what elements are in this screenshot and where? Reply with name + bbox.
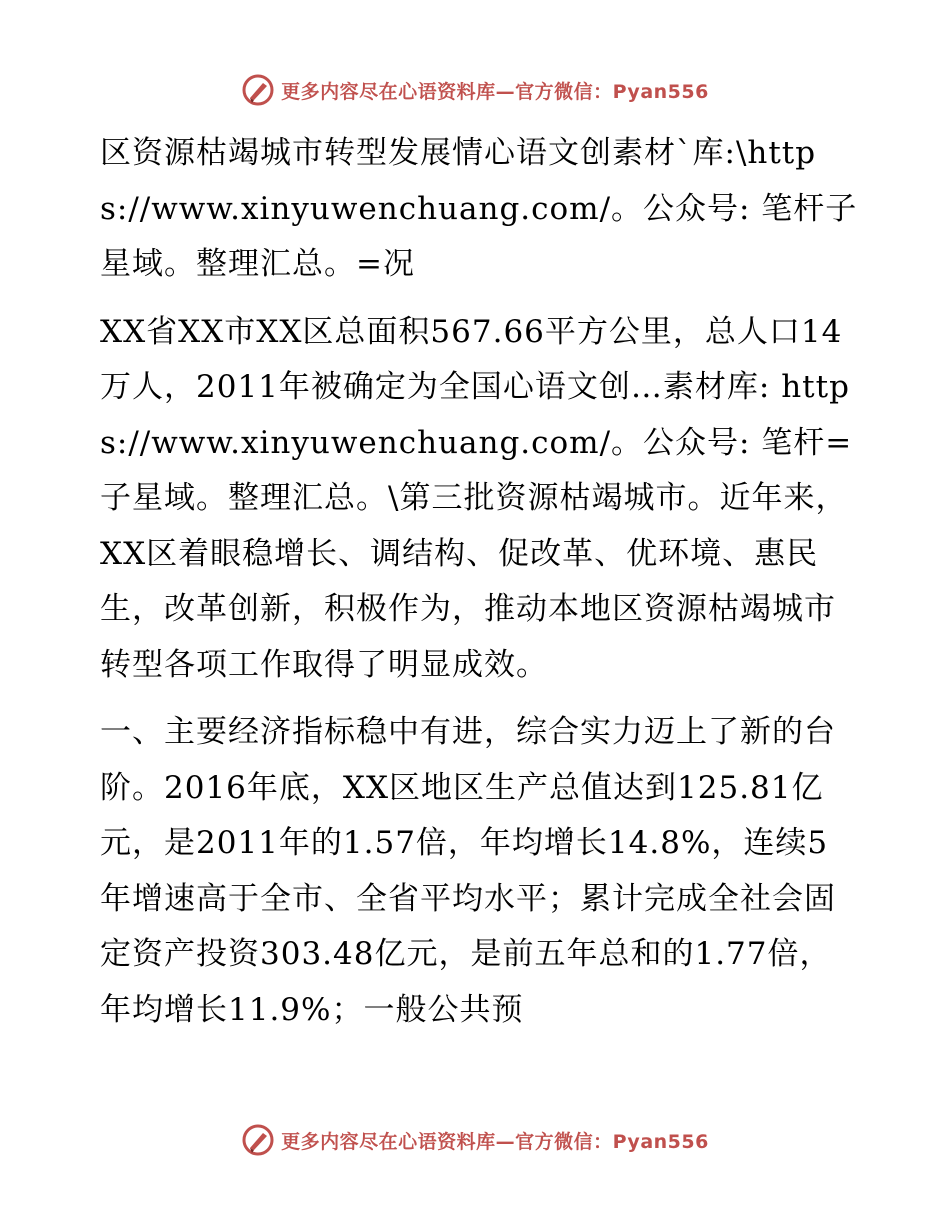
footer-watermark-banner <box>0 1120 950 1160</box>
footer-banner-text: 更多内容尽在心语资料库—官方微信：Pyan556 <box>281 1130 709 1153</box>
header-watermark-banner <box>0 70 950 110</box>
pen-logo-icon <box>241 73 275 107</box>
header-banner-text: 更多内容尽在心语资料库—官方微信：Pyan556 <box>281 80 709 103</box>
paragraph-3: 一、主要经济指标稳中有进，综合实力迈上了新的台阶。2016年底，XX区地区生产总值达到125.81亿元，是2011年的1.57倍，年均增长14.8%，连续5年增速高于全市、全省平均水平；累计完成全社会固定资产投资303.48亿元，是前五年总和的1.77倍，年均增长11.9%；一般公共预 <box>100 714 836 1028</box>
paragraph-2: XX省XX市XX区总面积567.66平方公里，总人口14万人，2011年被确定为全国心语文创…素材库: https://www.xinyuwenchuang.com/。公众号: 笔杆=子星域。整理汇总。\第三批资源枯竭城市。近年来，XX区着眼稳增长、调结构、促改革、优环境、惠民生，改革创新，积极作为，推动本地区资源枯竭城市转型各项工作取得了明显成效。 <box>100 313 853 683</box>
document-body <box>100 126 860 1038</box>
paragraph-1: 区资源枯竭城市转型发展情心语文创素材`库:\https://www.xinyuwenchuang.com/。公众号: 笔杆子星域。整理汇总。=况 <box>100 135 858 282</box>
pen-logo-icon <box>241 1123 275 1157</box>
